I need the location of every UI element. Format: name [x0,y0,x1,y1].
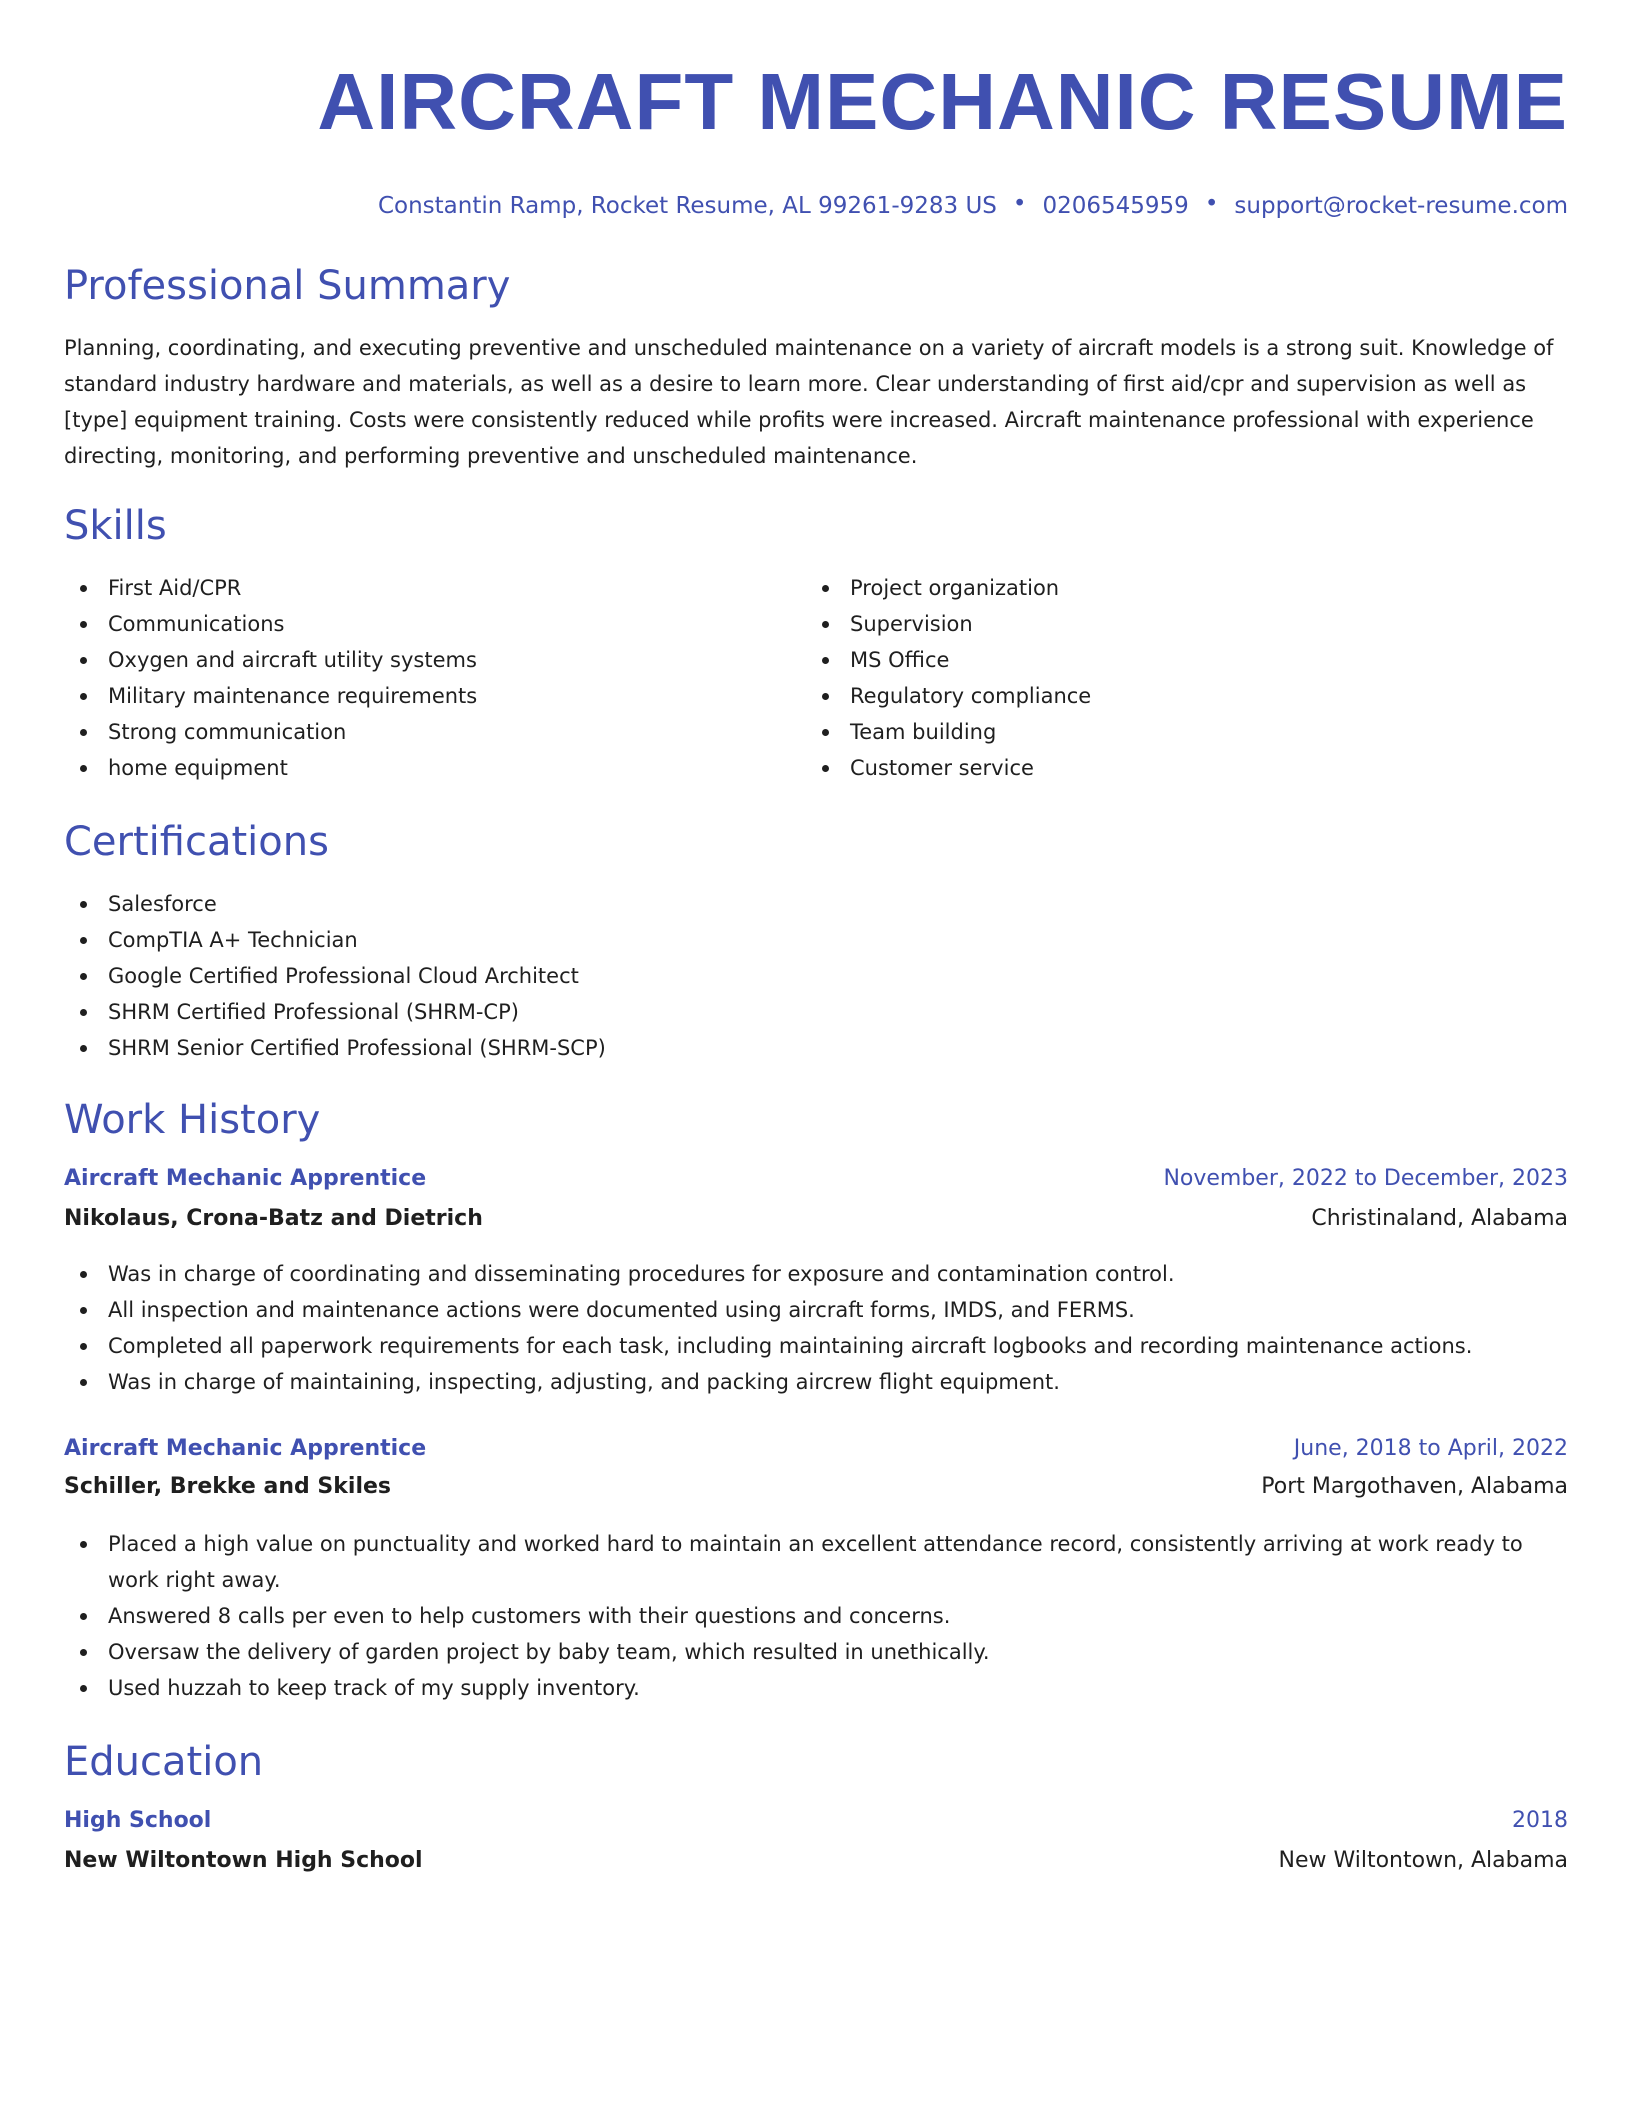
contact-address: Constantin Ramp, Rocket Resume, AL 99261-9283 US [377,193,997,219]
education-school: New Wiltontown High School [64,1848,423,1873]
resume-page [64,0,1568,1873]
job-bullet: All inspection and maintenance actions were documented using aircraft forms, IMDS, and FERMS. [64,1292,1568,1328]
skill-item: home equipment [64,750,806,786]
contact-phone: 0206545959 [1042,193,1189,219]
skill-item: Customer service [806,750,1548,786]
job-bullets [64,1256,1568,1400]
resume-title: AIRCRAFT MECHANIC RESUME [317,57,1568,146]
job-bullet: Answered 8 calls per even to help customers with their questions and concerns. [64,1598,1568,1634]
skill-item: Oxygen and aircraft utility systems [64,642,806,678]
job-bullet: Oversaw the delivery of garden project by baby team, which resulted in unethically. [64,1634,1568,1670]
education-subheader [64,1848,1568,1873]
skill-item: Communications [64,606,806,642]
education-year: 2018 [1512,1808,1568,1833]
education-header [64,1808,1568,1833]
skill-item: Project organization [806,570,1548,606]
certifications-heading: Certifications [64,819,329,865]
certification-item: Salesforce [64,886,1568,922]
skill-item: First Aid/CPR [64,570,806,606]
job-title: Aircraft Mechanic Apprentice [64,1436,427,1461]
job-bullets [64,1526,1568,1706]
job-subheader [64,1206,1568,1231]
job-dates: June, 2018 to April, 2022 [1293,1436,1568,1461]
skill-item: Supervision [806,606,1548,642]
job-dates: November, 2022 to December, 2023 [1163,1166,1568,1191]
job-bullet: Used huzzah to keep track of my supply inventory. [64,1670,1568,1706]
skills-list [64,570,1568,786]
certification-item: SHRM Senior Certified Professional (SHRM-SCP) [64,1030,1568,1066]
summary-text: Planning, coordinating, and executing preventive and unscheduled maintenance on a variety of aircraft models is a strong suit. Knowledge of standard industry hardware and materials, as well as a desire to learn more. Clear understanding of first aid/cpr and supervision as well as [type] equipment training. Costs were consistently reduced while profits were increased. Aircraft maintenance professional with experience directing, monitoring, and performing preventive and unscheduled maintenance. [64,336,1554,468]
job-bullet: Was in charge of maintaining, inspecting, adjusting, and packing aircrew flight equipment. [64,1364,1568,1400]
skill-item: MS Office [806,642,1548,678]
work-history-heading: Work History [64,1097,321,1143]
job-title: Aircraft Mechanic Apprentice [64,1166,427,1191]
job-bullet: Placed a high value on punctuality and worked hard to maintain an excellent attendance record, consistently arriving at work ready to work right away. [64,1526,1568,1598]
skills-heading: Skills [64,503,167,549]
certification-item: CompTIA A+ Technician [64,922,1568,958]
contact-line [64,191,1568,225]
contact-email: support@rocket-resume.com [1234,193,1568,219]
education-degree: High School [64,1808,212,1833]
job-subheader [64,1474,1568,1499]
education-location: New Wiltontown, Alabama [1278,1848,1568,1873]
job-location: Christinaland, Alabama [1311,1206,1568,1231]
contact-separator: • [1012,191,1027,217]
skill-item: Military maintenance requirements [64,678,806,714]
education-heading: Education [64,1739,264,1785]
job-company: Nikolaus, Crona-Batz and Dietrich [64,1206,483,1231]
summary-heading: Professional Summary [64,263,511,309]
certification-item: Google Certified Professional Cloud Architect [64,958,1568,994]
certifications-list [64,886,1568,1066]
job-location: Port Margothaven, Alabama [1261,1474,1568,1499]
skills-column-right [806,570,1548,786]
skills-column-left [64,570,806,786]
job-company: Schiller, Brekke and Skiles [64,1474,392,1499]
job-bullet: Was in charge of coordinating and disseminating procedures for exposure and contamination control. [64,1256,1568,1292]
skill-item: Strong communication [64,714,806,750]
certification-item: SHRM Certified Professional (SHRM-CP) [64,994,1568,1030]
contact-separator: • [1204,191,1219,217]
job-bullet: Completed all paperwork requirements for each task, including maintaining aircraft logbooks and recording maintenance actions. [64,1328,1568,1364]
skill-item: Regulatory compliance [806,678,1548,714]
job-header [64,1166,1568,1191]
job-header [64,1436,1568,1461]
skill-item: Team building [806,714,1548,750]
